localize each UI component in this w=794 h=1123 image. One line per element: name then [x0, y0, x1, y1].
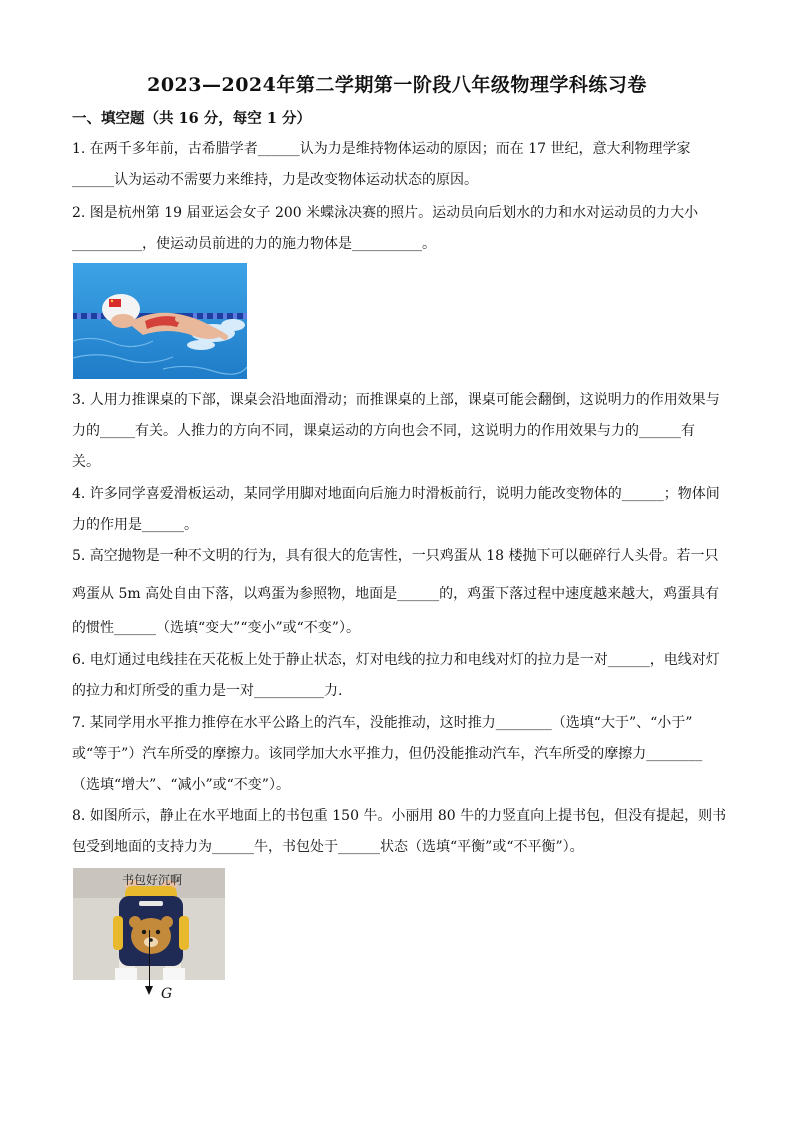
q6-line2: 的拉力和灯所受的重力是一对__________力. — [72, 683, 343, 699]
q8-line1: 8. 如图所示，静止在水平地面上的书包重 150 牛。小丽用 80 牛的力竖直向上提书包，但没有提起，则书 — [72, 808, 727, 824]
q7-line1: 7. 某同学用水平推力推停在水平公路上的汽车，没能推动，这时推力________（选填“大于”、“小于” — [72, 715, 693, 731]
q3-line3: 关。 — [72, 454, 100, 470]
q2-line2: __________，使运动员前进的力的施力物体是__________。 — [72, 236, 436, 252]
backpack — [113, 886, 189, 966]
q4-line1: 4. 许多同学喜爱滑板运动，某同学用脚对地面向后施力时滑板前行，说明力能改变物体的______；物体间 — [72, 486, 720, 502]
swimmer-illustration — [73, 263, 247, 379]
q5-line1: 5. 高空抛物是一种不文明的行为，具有很大的危害性，一只鸡蛋从 18 楼抛下可以砸碎行人头骨。若一只 — [72, 548, 719, 564]
q3-line2: 力的_____有关。人推力的方向不同，课桌运动的方向也会不同，这说明力的作用效果与力的______有 — [72, 423, 695, 439]
q7-line2: 或“等于”）汽车所受的摩擦力。该同学加大水平推力，但仍没能推动汽车，汽车所受的摩擦力________ — [72, 746, 703, 762]
q5-line3: 的惯性______（选填“变大”“变小”或“不变”）。 — [72, 620, 360, 636]
q1-line2: ______认为运动不需要力来维持，力是改变物体运动状态的原因。 — [72, 172, 478, 188]
q2-line1: 2. 图是杭州第 19 届亚运会女子 200 米蝶泳决赛的照片。运动员向后划水的力和水对运动员的力大小 — [72, 205, 699, 221]
gravity-arrow-head — [145, 986, 153, 995]
q1-line1: 1. 在两千多年前，古希腊学者______认为力是维持物体运动的原因；而在 17 世纪，意大利物理学家 — [72, 141, 691, 157]
page-title: 2023—2024年第二学期第一阶段八年级物理学科练习卷 — [147, 74, 647, 96]
bag-caption: 书包好沉啊 — [122, 873, 183, 887]
section-heading: 一、填空题（共 16 分，每空 1 分） — [72, 110, 311, 127]
gravity-label: G — [161, 986, 173, 1002]
q5-line2: 鸡蛋从 5m 高处自由下落，以鸡蛋为参照物，地面是______的，鸡蛋下落过程中速度越来越大，鸡蛋具有 — [72, 586, 720, 602]
q6-line1: 6. 电灯通过电线挂在天花板上处于静止状态，灯对电线的拉力和电线对灯的拉力是一对______，电线对灯 — [72, 652, 720, 668]
gravity-arrow — [149, 930, 150, 988]
q7-line3: （选填“增大”、“减小”或“不变”）。 — [72, 777, 290, 793]
q4-line2: 力的作用是______。 — [72, 517, 198, 533]
q3-line1: 3. 人用力推课桌的下部，课桌会沿地面滑动；而推课桌的上部，课桌可能会翻倒，这说明力的作用效果与 — [72, 392, 720, 408]
q8-line2: 包受到地面的支持力为______牛，书包处于______状态（选填“平衡”或“不平衡”）。 — [72, 839, 584, 855]
swimmer-photo — [73, 263, 247, 379]
